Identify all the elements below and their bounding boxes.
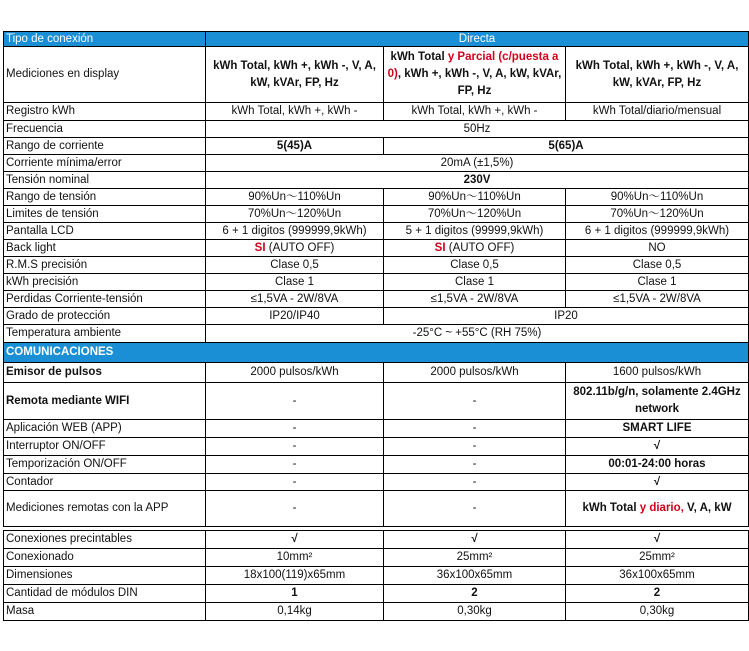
cell: 1: [206, 585, 384, 603]
cell: 5 + 1 digitos (99999,9kWh): [384, 223, 566, 240]
table-row: [4, 121, 749, 138]
table-row: [4, 456, 749, 474]
backlight-si: SI: [434, 241, 446, 254]
display-col2-total: kWh Total: [390, 51, 445, 63]
table-row: [4, 240, 749, 257]
cell: -: [206, 456, 384, 474]
cell: -: [384, 474, 566, 491]
cell: kWh Total, kWh +, kWh -: [384, 103, 566, 121]
cell: kWh Total/diario/mensual: [566, 103, 749, 121]
cell: 70%Un～120%Un: [206, 206, 384, 223]
cell: Clase 0,5: [566, 257, 749, 274]
cell: 90%Un～110%Un: [206, 189, 384, 206]
cell: 90%Un～110%Un: [566, 189, 749, 206]
cell: -25°C ~ +55°C (RH 75%): [206, 325, 749, 343]
backlight-auto: (AUTO OFF): [268, 241, 335, 254]
cell: 50Hz: [206, 121, 749, 138]
display-col2: [384, 47, 566, 103]
row-label: Rango de corriente: [4, 138, 206, 155]
cell: kWh Total, kWh +, kWh -: [206, 103, 384, 121]
table-row: [4, 103, 749, 121]
row-label: Mediciones en display: [4, 47, 206, 103]
cell: 18x100(119)x65mm: [206, 567, 384, 585]
cell: ≤1,5VA - 2W/8VA: [566, 291, 749, 308]
header-value: Directa: [206, 32, 749, 47]
remotas-rest: V, A, kW: [683, 502, 732, 514]
cell: IP20: [384, 308, 749, 325]
table-row: [4, 138, 749, 155]
table-row: [4, 420, 749, 438]
header-label: Tipo de conexión: [4, 32, 206, 47]
row-label: Rango de tensión: [4, 189, 206, 206]
cell: Clase 1: [384, 274, 566, 291]
table-row: [4, 474, 749, 491]
row-label: Interruptor ON/OFF: [4, 438, 206, 456]
cell: -: [384, 438, 566, 456]
cell: 25mm²: [384, 549, 566, 567]
row-label: Contador: [4, 474, 206, 491]
row-label: Mediciones remotas con la APP: [4, 491, 206, 527]
cell: Clase 0,5: [384, 257, 566, 274]
row-label: kWh precisión: [4, 274, 206, 291]
cell: 90%Un～110%Un: [384, 189, 566, 206]
cell: 0,14kg: [206, 603, 384, 621]
table-row: [4, 308, 749, 325]
cell: -: [206, 474, 384, 491]
table-row: [4, 155, 749, 172]
table-row: [4, 438, 749, 456]
cell: 5(45)A: [206, 138, 384, 155]
row-label: Remota mediante WIFI: [4, 383, 206, 420]
cell: 10mm²: [206, 549, 384, 567]
table-row: [4, 291, 749, 308]
display-col3: kWh Total, kWh +, kWh -, V, A, kW, kVAr, FP, Hz: [566, 47, 749, 103]
cell: 36x100x65mm: [384, 567, 566, 585]
table-row: [4, 206, 749, 223]
table-row: [4, 47, 749, 103]
cell: IP20/IP40: [206, 308, 384, 325]
cell: -: [384, 383, 566, 420]
remotas-total: kWh Total: [582, 502, 637, 514]
cell: 2: [384, 585, 566, 603]
row-label: Grado de protección: [4, 308, 206, 325]
table-row: [4, 567, 749, 585]
backlight-col2: [384, 240, 566, 257]
row-label: Dimensiones: [4, 567, 206, 585]
cell: ≤1,5VA - 2W/8VA: [206, 291, 384, 308]
table-row: [4, 257, 749, 274]
table-row: [4, 189, 749, 206]
cell: -: [384, 491, 566, 527]
table-row: [4, 585, 749, 603]
table-row: [4, 274, 749, 291]
cell: -: [384, 456, 566, 474]
row-label: Aplicación WEB (APP): [4, 420, 206, 438]
cell: 2000 pulsos/kWh: [384, 363, 566, 383]
cell: -: [206, 420, 384, 438]
row-label: Perdidas Corriente-tensión: [4, 291, 206, 308]
row-label: Temperatura ambiente: [4, 325, 206, 343]
cell: 5(65)A: [384, 138, 749, 155]
table-row: [4, 363, 749, 383]
row-label: Corriente mínima/error: [4, 155, 206, 172]
spec-table-main: [3, 31, 749, 527]
cell: -: [206, 383, 384, 420]
cell: √: [206, 531, 384, 549]
table-row: [4, 172, 749, 189]
cell: √: [566, 474, 749, 491]
cell: √: [384, 531, 566, 549]
comms-title: COMUNICACIONES: [4, 343, 749, 363]
cell: 1600 pulsos/kWh: [566, 363, 749, 383]
cell: -: [206, 491, 384, 527]
section-header-row: [4, 343, 749, 363]
cell: 0,30kg: [384, 603, 566, 621]
remotas-col3: [566, 491, 749, 527]
cell: 6 + 1 digitos (999999,9kWh): [566, 223, 749, 240]
spec-table-physical: [3, 530, 749, 621]
backlight-auto: (AUTO OFF): [448, 241, 515, 254]
cell: 6 + 1 digitos (999999,9kWh): [206, 223, 384, 240]
cell: 2: [566, 585, 749, 603]
cell: 802.11b/g/n, solamente 2.4GHz network: [566, 383, 749, 420]
table-row: [4, 223, 749, 240]
remotas-diario: y diario,: [639, 502, 684, 514]
row-label: Masa: [4, 603, 206, 621]
row-label: Conexiones precintables: [4, 531, 206, 549]
row-label: Registro kWh: [4, 103, 206, 121]
cell: 230V: [206, 172, 749, 189]
cell: Clase 1: [206, 274, 384, 291]
cell: √: [566, 438, 749, 456]
cell: -: [384, 420, 566, 438]
cell: ≤1,5VA - 2W/8VA: [384, 291, 566, 308]
row-label: Back light: [4, 240, 206, 257]
row-label: Pantalla LCD: [4, 223, 206, 240]
display-col1: kWh Total, kWh +, kWh -, V, A, kW, kVAr, FP, Hz: [206, 47, 384, 103]
cell: 36x100x65mm: [566, 567, 749, 585]
table-row: [4, 603, 749, 621]
cell: 20mA (±1,5%): [206, 155, 749, 172]
cell: -: [206, 438, 384, 456]
cell: SMART LIFE: [566, 420, 749, 438]
table-row: [4, 383, 749, 420]
table-row: [4, 531, 749, 549]
header-row: [4, 32, 749, 47]
backlight-si: SI: [254, 241, 266, 254]
cell: Clase 1: [566, 274, 749, 291]
cell: Clase 0,5: [206, 257, 384, 274]
cell: NO: [566, 240, 749, 257]
cell: 25mm²: [566, 549, 749, 567]
row-label: Cantidad de módulos DIN: [4, 585, 206, 603]
backlight-col1: [206, 240, 384, 257]
cell: 70%Un～120%Un: [384, 206, 566, 223]
row-label: Temporización ON/OFF: [4, 456, 206, 474]
row-label: Tensión nominal: [4, 172, 206, 189]
row-label: R.M.S precisión: [4, 257, 206, 274]
table-row: [4, 325, 749, 343]
table-row: [4, 491, 749, 527]
cell: √: [566, 531, 749, 549]
display-col2-partial: y Parcial (c/puesta a 0): [387, 51, 559, 80]
cell: 0,30kg: [566, 603, 749, 621]
row-label: Limites de tensión: [4, 206, 206, 223]
cell: 70%Un～120%Un: [566, 206, 749, 223]
cell: 2000 pulsos/kWh: [206, 363, 384, 383]
row-label: Conexionado: [4, 549, 206, 567]
table-row: [4, 549, 749, 567]
row-label: Emisor de pulsos: [4, 363, 206, 383]
row-label: Frecuencia: [4, 121, 206, 138]
display-col2-rest: , kWh +, kWh -, V, A, kW, kVAr, FP, Hz: [397, 68, 562, 97]
cell: 00:01-24:00 horas: [566, 456, 749, 474]
